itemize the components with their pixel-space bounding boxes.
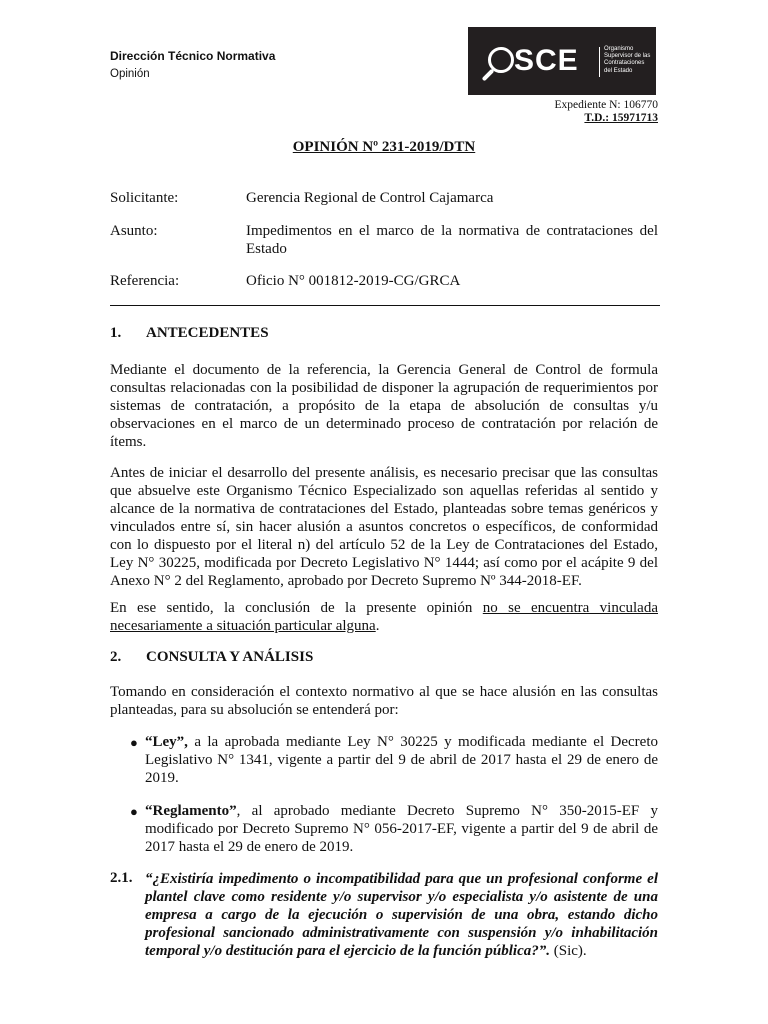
expediente-block (555, 99, 658, 125)
logo-org-name: Organismo Supervisor de las Contrataciones del Estado (604, 46, 651, 74)
asunto-label: Asunto: (110, 223, 158, 239)
paragraph-alcance: Antes de iniciar el desarrollo del presente análisis, es necesario precisar que las consultas que absuelve este Organismo Técnico Especializado son aquellas referidas al sentido y alcance de la normativa de contrataciones del Estado, planteadas sobre temas genéricos y vinculados entre sí, sin hacer alusión a asuntos concretos o específicos, de conformidad con lo dispuesto por el literal n) del artículo 52 de la Ley de Contrataciones del Estado, Ley N° 30225, modificada por Decreto Legislativo N° 1444; así como por el acápite 9 del Anexo N° 2 del Reglamento, aprobado por Decreto Supremo Nº 344-2018-EF. (110, 465, 658, 589)
bullet-dot: ● (130, 804, 138, 819)
paragraph-antecedentes: Mediante el documento de la referencia, la Gerencia General de Control de formula consultas relacionadas con la posibilidad de disponer la agrupación de requerimientos por sistemas de contratación, a propósito de la etapa de absolución de consultas y/u observaciones en el marco de un determinado proceso de contratación por relación de ítems. (110, 362, 658, 450)
department-name: Dirección Técnico Normativa (110, 49, 276, 63)
bullet-reglamento: “Reglamento”, al aprobado mediante Decreto Supremo N° 350-2015-EF y modificado por Decreto Supremo N° 056-2017-EF, vigente a partir del 9 de abril de 2017 hasta el 29 de enero de 2019. (145, 803, 658, 855)
asunto-value: Impedimentos en el marco de la normativa de contrataciones del Estado (246, 223, 658, 257)
question-number: 2.1. (110, 870, 133, 886)
document-type: Opinión (110, 68, 150, 80)
bullet-ley: “Ley”, a la aprobada mediante Ley N° 30225 y modificada mediante el Decreto Legislativo N° 1341, vigente a partir del 9 de abril de 2017 hasta el 29 de enero de 2019. (145, 734, 658, 786)
question-text: “¿Existiría impedimento o incompatibilidad para que un profesional conforme el plantel clave como residente y/o supervisor y/o especialista y/o asistente de una empresa a cargo de la ejecución o supervisión de una obra, estando dicho profesional sancionado administrativamente con suspensión y/o inhabilitación temporal y/o destitución para el ejercicio de la función pública?”. (Sic). (145, 871, 658, 959)
document-title: OPINIÓN Nº 231-2019/DTN (292, 139, 476, 155)
expediente-number: Expediente N: 106770 (554, 99, 658, 111)
header-divider (110, 305, 660, 306)
osce-logo (468, 27, 656, 95)
solicitante-label: Solicitante: (110, 190, 179, 206)
logo-wordmark: SCE (514, 44, 579, 77)
document-header (110, 47, 275, 83)
paragraph-contexto: Tomando en consideración el contexto normativo al que se hace alusión en las consultas planteadas, para su absolución se entenderá por: (110, 684, 658, 718)
referencia-label: Referencia: (110, 273, 180, 289)
section-heading-2: 2. CONSULTA Y ANÁLISIS (110, 649, 314, 665)
solicitante-value: Gerencia Regional de Control Cajamarca (246, 190, 494, 206)
referencia-value: Oficio N° 001812-2019-CG/GRCA (246, 273, 461, 289)
section-heading-1: 1. ANTECEDENTES (110, 325, 269, 341)
paragraph-conclusion-note: En ese sentido, la conclusión de la presente opinión no se encuentra vinculada necesariamente a situación particular alguna. (110, 600, 658, 634)
bullet-dot: ● (130, 735, 138, 750)
td-number: T.D.: 15971713 (584, 112, 658, 124)
